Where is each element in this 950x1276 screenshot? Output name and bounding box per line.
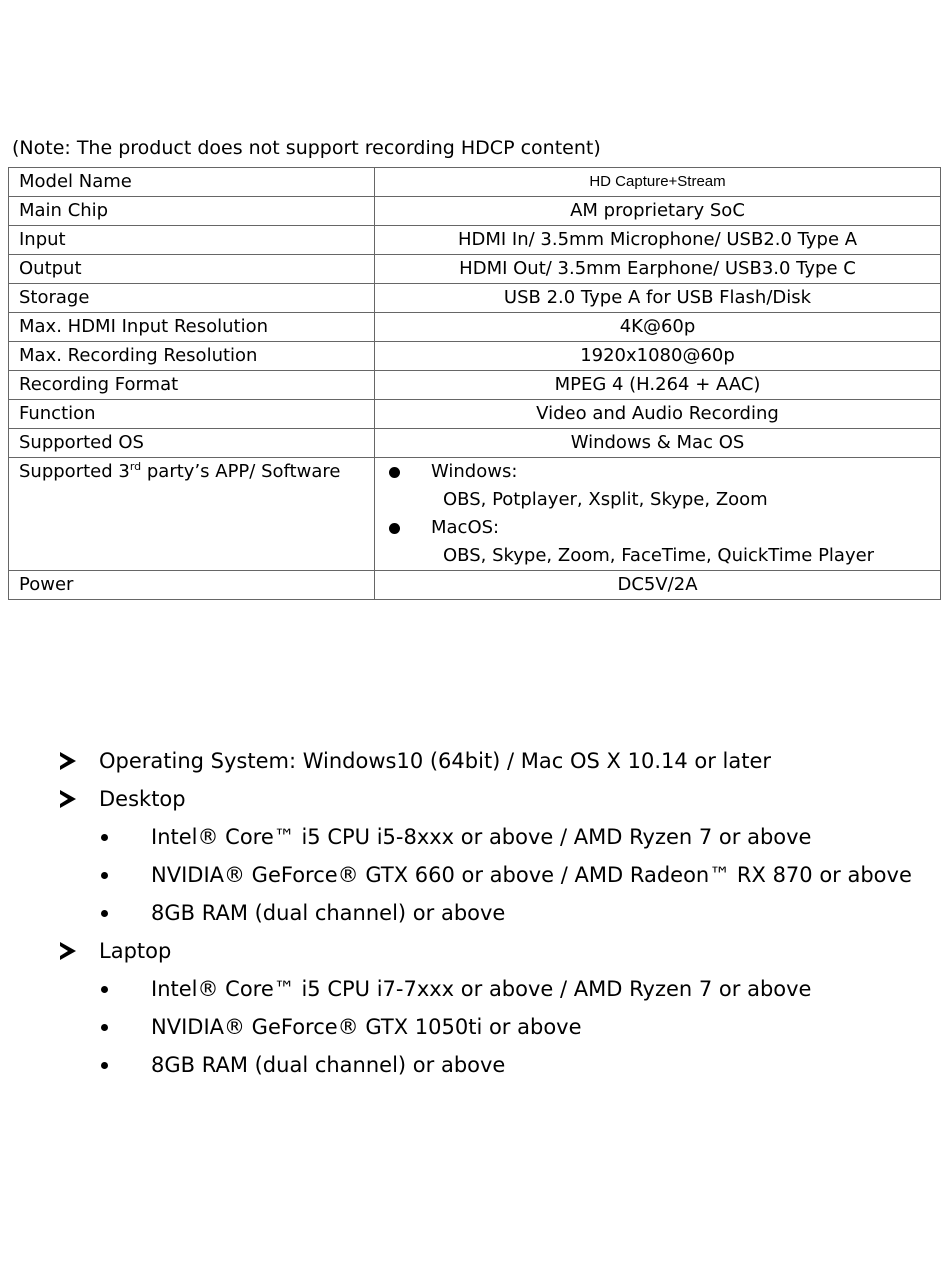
table-row: [9, 429, 941, 458]
spec-value: Video and Audio Recording: [375, 400, 941, 429]
bullet-icon: [389, 523, 400, 534]
desktop-item: NVIDIA® GeForce® GTX 660 or above / AMD Radeon™ RX 870 or above: [151, 863, 912, 887]
list-item: [0, 935, 950, 973]
mac-label: MacOS:: [431, 517, 500, 538]
spec-label: Max. HDMI Input Resolution: [9, 313, 375, 342]
table-row: [9, 342, 941, 371]
arrow-bullet-icon: [60, 942, 76, 960]
bullet-icon: [101, 872, 108, 879]
list-item: [0, 1011, 950, 1049]
table-row: [9, 571, 941, 600]
desktop-item: Intel® Core™ i5 CPU i5-8xxx or above / AMD Ryzen 7 or above: [151, 825, 812, 849]
spec-label: Output: [9, 255, 375, 284]
spec-label: Max. Recording Resolution: [9, 342, 375, 371]
bullet-icon: [101, 1024, 108, 1031]
system-requirements: [0, 745, 950, 1087]
spec-label: Storage: [9, 284, 375, 313]
table-row: [9, 255, 941, 284]
table-row: [9, 168, 941, 197]
spec-value: USB 2.0 Type A for USB Flash/Disk: [375, 284, 941, 313]
table-row: [9, 313, 941, 342]
spec-label: Power: [9, 571, 375, 600]
os-requirement: Operating System: Windows10 (64bit) / Mac OS X 10.14 or later: [99, 749, 772, 773]
spec-label: Input: [9, 226, 375, 255]
bullet-icon: [389, 467, 400, 478]
spec-table: [8, 167, 941, 600]
laptop-item: 8GB RAM (dual channel) or above: [151, 1053, 506, 1077]
windows-apps: OBS, Potplayer, Xsplit, Skype, Zoom: [443, 489, 768, 510]
desktop-item: 8GB RAM (dual channel) or above: [151, 901, 506, 925]
laptop-item: NVIDIA® GeForce® GTX 1050ti or above: [151, 1015, 582, 1039]
spec-value: HD Capture+Stream: [375, 168, 941, 197]
spec-label: Function: [9, 400, 375, 429]
desktop-title: Desktop: [99, 787, 186, 811]
table-row-apps: [9, 458, 941, 571]
spec-label: [9, 458, 375, 571]
spec-value: 1920x1080@60p: [375, 342, 941, 371]
mac-row: [387, 514, 940, 542]
bullet-icon: [101, 1062, 108, 1069]
list-item: [0, 1049, 950, 1087]
bullet-icon: [101, 834, 108, 841]
arrow-bullet-icon: [60, 790, 76, 808]
windows-label: Windows:: [431, 461, 518, 482]
list-item: [0, 973, 950, 1011]
laptop-title: Laptop: [99, 939, 172, 963]
table-row: [9, 371, 941, 400]
table-row: [9, 400, 941, 429]
apps-label-post: party’s APP/ Software: [141, 461, 341, 482]
mac-apps: OBS, Skype, Zoom, FaceTime, QuickTime Player: [443, 545, 875, 566]
table-row: [9, 284, 941, 313]
bullet-icon: [101, 986, 108, 993]
list-item: [0, 859, 950, 897]
spec-value: MPEG 4 (H.264 + AAC): [375, 371, 941, 400]
table-row: [9, 226, 941, 255]
bullet-icon: [101, 910, 108, 917]
spec-label: Main Chip: [9, 197, 375, 226]
spec-label: Model Name: [9, 168, 375, 197]
table-row: [9, 197, 941, 226]
apps-cell: [375, 458, 941, 571]
arrow-bullet-icon: [60, 752, 76, 770]
spec-label: Supported OS: [9, 429, 375, 458]
apps-label-sup: rd: [129, 460, 142, 473]
list-item: [0, 745, 950, 783]
spec-label: Recording Format: [9, 371, 375, 400]
list-item: [0, 897, 950, 935]
laptop-item: Intel® Core™ i5 CPU i7-7xxx or above / AMD Ryzen 7 or above: [151, 977, 812, 1001]
spec-value: Windows & Mac OS: [375, 429, 941, 458]
spec-value: 4K@60p: [375, 313, 941, 342]
list-item: [0, 783, 950, 821]
spec-value: HDMI In/ 3.5mm Microphone/ USB2.0 Type A: [375, 226, 941, 255]
list-item: [0, 821, 950, 859]
windows-row: [387, 458, 940, 486]
spec-value: DC5V/2A: [375, 571, 941, 600]
spec-value: HDMI Out/ 3.5mm Earphone/ USB3.0 Type C: [375, 255, 941, 284]
spec-value: AM proprietary SoC: [375, 197, 941, 226]
hdcp-note: (Note: The product does not support recording HDCP content): [12, 137, 601, 159]
apps-label-pre: Supported 3: [19, 461, 130, 482]
